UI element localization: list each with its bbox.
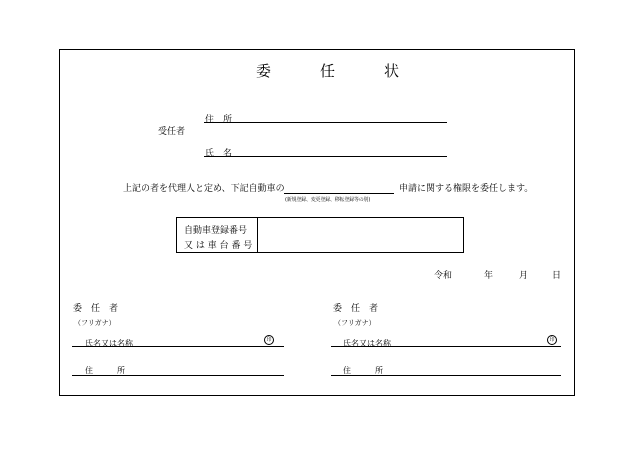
principal-heading: 委 任 者: [73, 304, 119, 314]
agent-name-label: 氏 名: [205, 149, 233, 159]
principal-furigana-label: （フリガナ）: [74, 319, 116, 327]
vehicle-number-box: [176, 217, 464, 253]
seal-mark: 印: [547, 335, 557, 345]
principal-name-field[interactable]: [331, 346, 561, 347]
application-type-field[interactable]: [284, 193, 394, 194]
statement-before: 上記の者を代理人と定め、下記自動車の: [123, 184, 285, 194]
vehicle-number-field[interactable]: [258, 218, 463, 252]
principal-name-label: 氏名又は名称: [85, 339, 133, 348]
principal-address-label: 住 所: [85, 366, 125, 375]
vehicle-registration-number-label: 自動車登録番号: [184, 226, 248, 236]
application-type-note: (新規登録、変更登録、移転登録等の別): [285, 197, 371, 203]
principal-address-field[interactable]: [72, 375, 284, 376]
agent-address-label: 住 所: [205, 115, 233, 125]
date-day: 日: [552, 271, 562, 281]
principal-name-label: 氏名又は名称: [343, 339, 391, 348]
date-era: 令和: [434, 271, 453, 281]
date-year: 年: [484, 271, 494, 281]
principal-address-field[interactable]: [331, 375, 561, 376]
chassis-number-label: 又 は 車 台 番 号: [184, 241, 253, 251]
principal-heading: 委 任 者: [333, 304, 379, 314]
agent-section-label: 受任者: [158, 127, 186, 137]
date-month: 月: [519, 271, 529, 281]
form-title: 委 任 状: [256, 62, 417, 80]
agent-address-field[interactable]: [204, 122, 447, 123]
statement-after: 申請に関する権限を委任します。: [399, 184, 534, 194]
principal-address-label: 住 所: [343, 366, 383, 375]
principal-name-field[interactable]: [72, 346, 284, 347]
seal-mark: 印: [264, 335, 274, 345]
agent-name-field[interactable]: [204, 156, 447, 157]
principal-furigana-label: （フリガナ）: [334, 319, 376, 327]
